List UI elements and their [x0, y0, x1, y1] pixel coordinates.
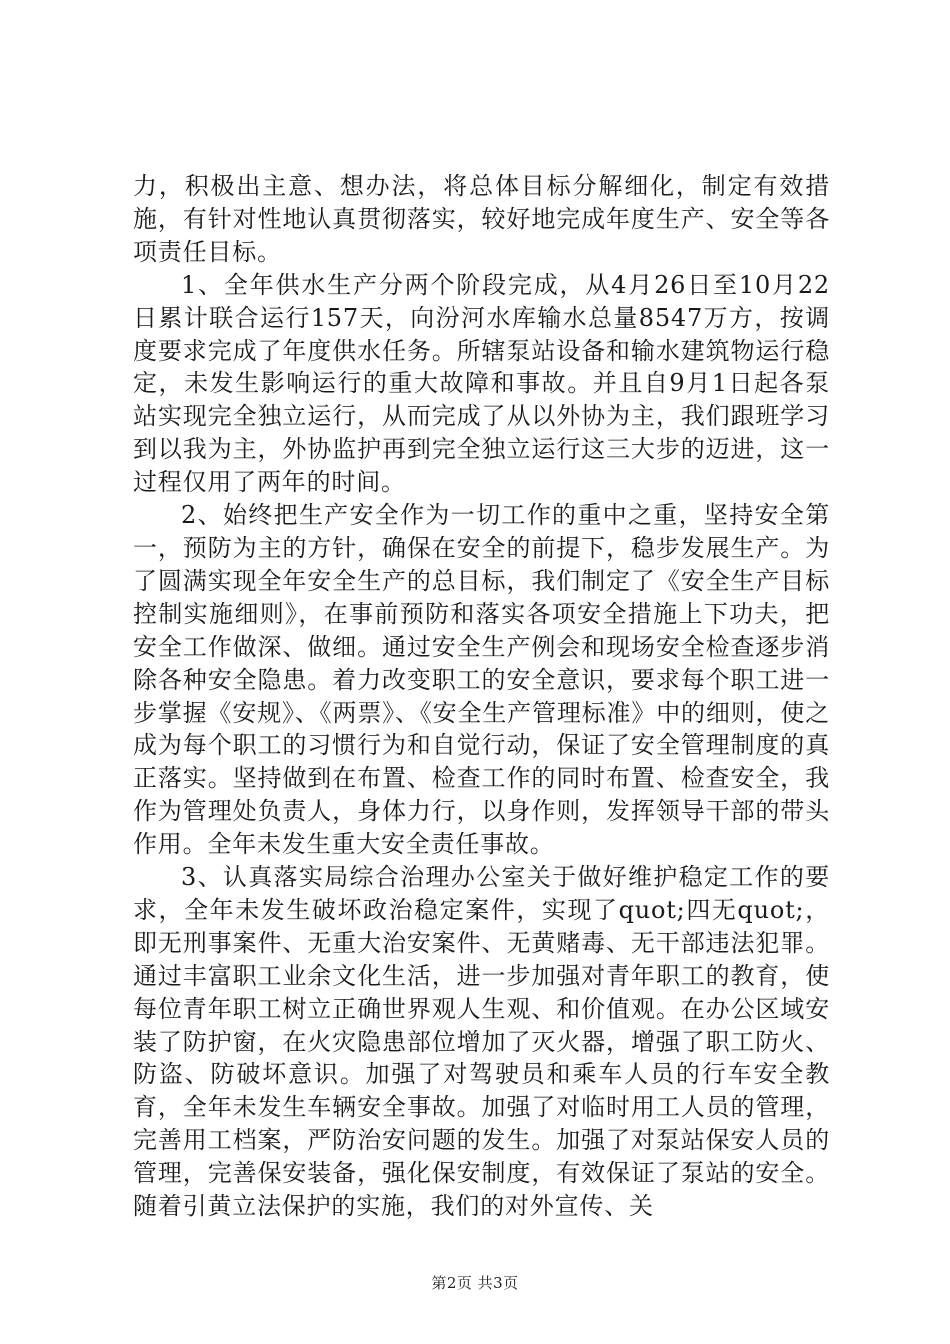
paragraph-item-1: 1、全年供水生产分两个阶段完成，从4月26日至10月22日累计联合运行157天，向汾河水库输水总量8547万方，按调度要求完成了年度供水任务。所辖泵站设备和输水建筑物运行稳定，未发生影响运行的重大故障和事故。并且自9月1日起各泵站实现完全独立运行，从而完成了从以外协为主，我们跟班学习到以我为主，外协监护再到完全独立运行这三大步的迈进，这一过程仅用了两年的时间。 — [133, 270, 830, 497]
paragraph-item-3: 3、认真落实局综合治理办公室关于做好维护稳定工作的要求，全年未发生破坏政治稳定案件，实现了quot;四无quot;，即无刑事案件、无重大治安案件、无黄赌毒、无干部违法犯罪。通过丰富职工业余文化生活，进一步加强对青年职工的教育，使每位青年职工树立正确世界观人生观、和价值观。在办公区域安装了防护窗，在火灾隐患部位增加了灭火器，增强了职工防火、防盗、防破坏意识。加强了对驾驶员和乘车人员的行车安全教育，全年未发生车辆安全事故。加强了对临时用工人员的管理，完善用工档案，严防治安问题的发生。加强了对泵站保安人员的管理，完善保安装备，强化保安制度，有效保证了泵站的安全。随着引黄立法保护的实施，我们的对外宣传、关 — [133, 863, 830, 1221]
page-number-footer: 第2页 共3页 — [431, 1274, 519, 1292]
paragraph-item-2: 2、始终把生产安全作为一切工作的重中之重，坚持安全第一，预防为主的方针，确保在安全的前提下，稳步发展生产。为了圆满实现全年安全生产的总目标，我们制定了《安全生产目标控制实施细则》，在事前预防和落实各项安全措施上下功夫，把安全工作做深、做细。通过安全生产例会和现场安全检查逐步消除各种安全隐患。着力改变职工的安全意识，要求每个职工进一步掌握《安规》、《两票》、《安全生产管理标准》中的细则，使之成为每个职工的习惯行为和自觉行动，保证了安全管理制度的真正落实。坚持做到在布置、检查工作的同时布置、检查安全，我作为管理处负责人，身体力行，以身作则，发挥领导干部的带头作用。全年未发生重大安全责任事故。 — [133, 501, 830, 859]
paragraph-continuation: 力，积极出主意、想办法，将总体目标分解细化，制定有效措施，有针对性地认真贯彻落实，较好地完成年度生产、安全等各项责任目标。 — [133, 172, 830, 266]
document-body — [133, 170, 830, 1223]
